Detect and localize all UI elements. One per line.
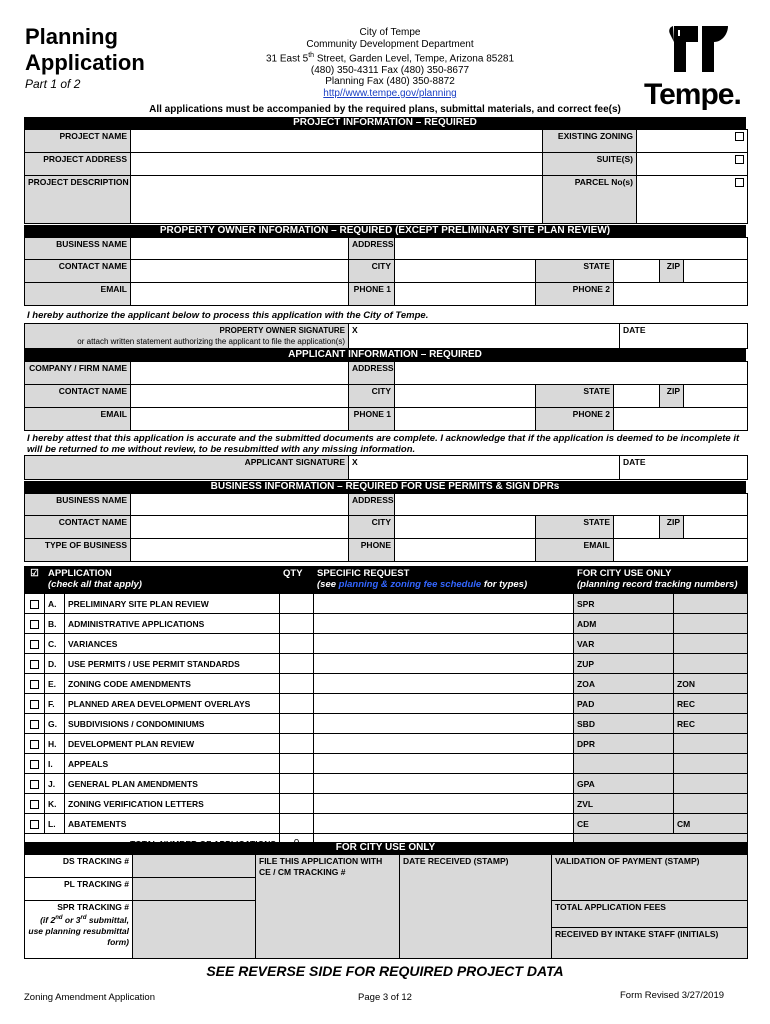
footer-form-name: Zoning Amendment Application: [24, 992, 155, 1003]
spr-tracking-label: SPR TRACKING # (if 2nd or 3rd submittal, use planning resubmittal form): [25, 901, 133, 959]
application-type: ABATEMENTS: [65, 814, 280, 834]
application-letter: A.: [45, 594, 65, 614]
application-checkbox[interactable]: [25, 594, 45, 614]
requirement-note: All applications must be accompanied by the required plans, submittal materials, and correct fee(s): [149, 104, 621, 115]
application-type: SUBDIVISIONS / CONDOMINIUMS: [65, 714, 280, 734]
form-title-line1: Planning: [25, 24, 118, 49]
application-checkbox[interactable]: [25, 814, 45, 834]
applicant-attest-statement: I hereby attest that this application is accurate and the submitted documents are complete. I acknowledge that if the application is deemed to be incomplete it will be returned to me without review, to be resubmitted with any missing information.: [27, 433, 740, 455]
tempe-logo: [640, 22, 750, 114]
business-address-field[interactable]: [395, 494, 748, 516]
application-checkbox[interactable]: [25, 674, 45, 694]
applications-header: [45, 567, 280, 594]
application-row: [25, 594, 748, 614]
application-type: APPEALS: [65, 754, 280, 774]
application-qty[interactable]: [280, 734, 314, 754]
application-type: GENERAL PLAN AMENDMENTS: [65, 774, 280, 794]
fees-cell: [552, 901, 748, 959]
owner-date-label: DATE: [623, 325, 646, 335]
application-code1: [574, 754, 674, 774]
applicant-phone1-label: PHONE 1: [349, 408, 395, 431]
applicant-signature-x: X: [352, 457, 358, 467]
city-address-block: [255, 27, 525, 99]
validation-label: VALIDATION OF PAYMENT (STAMP): [555, 856, 700, 866]
file-with-cell[interactable]: [256, 855, 400, 959]
existing-zoning-field[interactable]: [637, 130, 748, 153]
project-name-field[interactable]: [131, 130, 543, 153]
city-name: City of Tempe: [359, 27, 421, 38]
owner-phone2-label: PHONE 2: [536, 283, 614, 306]
application-type: VARIANCES: [65, 634, 280, 654]
application-checkbox[interactable]: [25, 614, 45, 634]
applicant-date-label: DATE: [623, 457, 646, 467]
application-type: USE PERMITS / USE PERMIT STANDARDS: [65, 654, 280, 674]
owner-phone1-field[interactable]: [395, 283, 536, 306]
business-name-field[interactable]: [131, 494, 349, 516]
application-row: [25, 794, 748, 814]
business-address-label: ADDRESS: [349, 494, 395, 516]
date-received-cell[interactable]: [400, 855, 552, 959]
city-use-only-table: [24, 854, 748, 959]
project-address-label: PROJECT ADDRESS: [25, 153, 131, 176]
specific-request-title: SPECIFIC REQUEST: [317, 568, 410, 579]
owner-email-field[interactable]: [131, 283, 349, 306]
application-code2: REC: [674, 714, 748, 734]
owner-zip-label: ZIP: [660, 260, 684, 283]
applicant-company-label: COMPANY / FIRM NAME: [25, 362, 131, 385]
application-checkbox[interactable]: [25, 734, 45, 754]
application-checkbox[interactable]: [25, 634, 45, 654]
city-use-only-header: FOR CITY USE ONLY: [24, 842, 747, 854]
application-request[interactable]: [314, 594, 574, 614]
applicant-info-header: APPLICANT INFORMATION – REQUIRED: [24, 349, 746, 361]
application-code1: ADM: [574, 614, 674, 634]
application-code2: [674, 594, 748, 614]
pl-tracking-field[interactable]: [133, 878, 256, 901]
file-with-line2: CE / CM TRACKING #: [259, 867, 346, 877]
suites-checkbox[interactable]: [735, 155, 744, 164]
suites-label: SUITE(S): [543, 153, 637, 176]
owner-attach-note: or attach written statement authorizing the applicant to file the application(s): [77, 337, 345, 346]
owner-contact-name-label: CONTACT NAME: [25, 260, 131, 283]
applicant-contact-name-field[interactable]: [131, 385, 349, 408]
form-title: [25, 24, 145, 76]
application-letter: D.: [45, 654, 65, 674]
application-row: [25, 714, 748, 734]
applicant-company-field[interactable]: [131, 362, 349, 385]
planning-website-link[interactable]: http//www.tempe.gov/planning: [323, 87, 457, 99]
business-info-table: [24, 493, 748, 562]
project-info-table: [24, 129, 748, 224]
business-zip-field[interactable]: [684, 516, 748, 539]
application-request[interactable]: [314, 654, 574, 674]
application-request[interactable]: [314, 614, 574, 634]
business-info-header: BUSINESS INFORMATION – REQUIRED FOR USE PERMITS & SIGN DPRs: [24, 481, 746, 493]
project-info-header: PROJECT INFORMATION – REQUIRED: [24, 117, 746, 129]
application-code2: ZON: [674, 674, 748, 694]
application-row: [25, 634, 748, 654]
owner-zip-field[interactable]: [684, 260, 748, 283]
file-with-line1: FILE THIS APPLICATION WITH: [259, 856, 383, 866]
application-qty[interactable]: [280, 814, 314, 834]
application-letter: I.: [45, 754, 65, 774]
application-type: PLANNED AREA DEVELOPMENT OVERLAYS: [65, 694, 280, 714]
application-checkbox[interactable]: [25, 694, 45, 714]
applicant-signature-table: [24, 455, 748, 480]
phone-fax: (480) 350-4311 Fax (480) 350-8677: [310, 64, 470, 76]
application-request[interactable]: [314, 794, 574, 814]
applicant-phone2-label: PHONE 2: [536, 408, 614, 431]
owner-signature-title: PROPERTY OWNER SIGNATURE: [219, 326, 345, 335]
business-contact-name-label: CONTACT NAME: [25, 516, 131, 539]
business-state-field[interactable]: [614, 516, 660, 539]
application-code1: ZVL: [574, 794, 674, 814]
application-request[interactable]: [314, 734, 574, 754]
application-letter: C.: [45, 634, 65, 654]
business-phone-label: PHONE: [349, 539, 395, 562]
owner-phone2-field[interactable]: [614, 283, 748, 306]
application-request[interactable]: [314, 754, 574, 774]
business-type-field[interactable]: [131, 539, 349, 562]
applicant-info-table: [24, 361, 748, 431]
application-letter: F.: [45, 694, 65, 714]
business-type-label: TYPE OF BUSINESS: [25, 539, 131, 562]
application-type: ZONING VERIFICATION LETTERS: [65, 794, 280, 814]
owner-email-label: EMAIL: [25, 283, 131, 306]
business-city-label: CITY: [349, 516, 395, 539]
application-code1: CE: [574, 814, 674, 834]
applicant-city-label: CITY: [349, 385, 395, 408]
owner-info-header: PROPERTY OWNER INFORMATION – REQUIRED (EXCEPT PRELIMINARY SITE PLAN REVIEW): [24, 225, 746, 237]
owner-authorize-statement: I hereby authorize the applicant below to process this application with the City of Tempe.: [27, 310, 429, 321]
application-type: DEVELOPMENT PLAN REVIEW: [65, 734, 280, 754]
owner-address-label: ADDRESS: [349, 238, 395, 260]
application-code2: CM: [674, 814, 748, 834]
owner-business-name-field[interactable]: [131, 238, 349, 260]
owner-contact-name-field[interactable]: [131, 260, 349, 283]
city-use-sub: (planning record tracking numbers): [577, 579, 738, 590]
owner-business-name-label: BUSINESS NAME: [25, 238, 131, 260]
specific-request-sub: (see planning & zoning fee schedule for types): [317, 579, 528, 590]
business-phone-field[interactable]: [395, 539, 536, 562]
applications-table: [24, 566, 748, 854]
ds-tracking-label: DS TRACKING #: [25, 855, 133, 878]
application-code2: REC: [674, 694, 748, 714]
application-code1: SBD: [574, 714, 674, 734]
form-title-line2: Application: [25, 50, 145, 75]
applicant-city-field[interactable]: [395, 385, 536, 408]
owner-phone1-label: PHONE 1: [349, 283, 395, 306]
application-type: ADMINISTRATIVE APPLICATIONS: [65, 614, 280, 634]
application-request[interactable]: [314, 714, 574, 734]
applicant-phone2-field[interactable]: [614, 408, 748, 431]
application-checkbox[interactable]: [25, 774, 45, 794]
application-code2: [674, 634, 748, 654]
application-row: [25, 734, 748, 754]
applicant-contact-name-label: CONTACT NAME: [25, 385, 131, 408]
owner-signature-label: [25, 324, 349, 349]
application-qty[interactable]: [280, 754, 314, 774]
application-code2: [674, 774, 748, 794]
qty-header: QTY: [280, 567, 314, 594]
business-contact-name-field[interactable]: [131, 516, 349, 539]
applicant-email-field[interactable]: [131, 408, 349, 431]
business-city-field[interactable]: [395, 516, 536, 539]
business-email-field[interactable]: [614, 539, 748, 562]
application-type: PRELIMINARY SITE PLAN REVIEW: [65, 594, 280, 614]
application-code1: SPR: [574, 594, 674, 614]
application-code1: VAR: [574, 634, 674, 654]
application-qty[interactable]: [280, 794, 314, 814]
existing-zoning-checkbox[interactable]: [735, 132, 744, 141]
parcel-field[interactable]: [637, 176, 748, 224]
application-code1: PAD: [574, 694, 674, 714]
application-code1: DPR: [574, 734, 674, 754]
fee-schedule-link[interactable]: planning & zoning fee schedule: [338, 579, 482, 590]
total-fees-field[interactable]: TOTAL APPLICATION FEES: [552, 901, 747, 928]
application-row: [25, 614, 748, 634]
application-code1: ZOA: [574, 674, 674, 694]
application-letter: J.: [45, 774, 65, 794]
applications-check-header: ☑: [25, 567, 45, 594]
applicant-address-field[interactable]: [395, 362, 748, 385]
application-row: [25, 814, 748, 834]
application-qty[interactable]: [280, 614, 314, 634]
application-request[interactable]: [314, 694, 574, 714]
existing-zoning-label: EXISTING ZONING: [543, 130, 637, 153]
application-qty[interactable]: [280, 714, 314, 734]
applicant-phone1-field[interactable]: [395, 408, 536, 431]
owner-address-field[interactable]: [395, 238, 748, 260]
footer-revision: Form Revised 3/27/2019: [620, 990, 725, 1001]
ds-tracking-field[interactable]: [133, 855, 256, 878]
applications-header-sub: (check all that apply): [48, 579, 142, 590]
project-description-label: PROJECT DESCRIPTION: [25, 176, 131, 224]
applicant-date-field[interactable]: [620, 456, 748, 480]
business-email-label: EMAIL: [536, 539, 614, 562]
application-code2: [674, 654, 748, 674]
application-request[interactable]: [314, 674, 574, 694]
application-qty[interactable]: [280, 594, 314, 614]
application-code2: [674, 734, 748, 754]
department-name: Community Development Department: [306, 38, 474, 50]
owner-date-field[interactable]: [620, 324, 748, 349]
application-letter: E.: [45, 674, 65, 694]
application-row: [25, 694, 748, 714]
application-letter: K.: [45, 794, 65, 814]
application-row: [25, 754, 748, 774]
application-request[interactable]: [314, 814, 574, 834]
application-rows: [25, 594, 748, 834]
applicant-zip-label: ZIP: [660, 385, 684, 408]
owner-signature-table: [24, 323, 748, 349]
owner-state-field[interactable]: [614, 260, 660, 283]
suites-field[interactable]: [637, 153, 748, 176]
application-letter: L.: [45, 814, 65, 834]
applicant-signature-label: APPLICANT SIGNATURE: [25, 456, 349, 480]
street-address: 31 East 5th Street, Garden Level, Tempe, Arizona 85281: [265, 52, 515, 65]
owner-signature-field[interactable]: [349, 324, 620, 349]
validation-cell[interactable]: [552, 855, 748, 901]
owner-city-label: CITY: [349, 260, 395, 283]
owner-signature-x: X: [352, 325, 358, 335]
footer-page-number: Page 3 of 12: [358, 992, 412, 1003]
specific-request-header: [314, 567, 574, 594]
application-qty[interactable]: [280, 634, 314, 654]
application-qty[interactable]: [280, 774, 314, 794]
parcel-label: PARCEL No(s): [543, 176, 637, 224]
application-code1: ZUP: [574, 654, 674, 674]
city-use-header: [574, 567, 748, 594]
applications-header-title: APPLICATION: [48, 568, 112, 579]
application-checkbox[interactable]: [25, 754, 45, 774]
applicant-signature-field[interactable]: [349, 456, 620, 480]
application-request[interactable]: [314, 774, 574, 794]
application-letter: B.: [45, 614, 65, 634]
project-name-label: PROJECT NAME: [25, 130, 131, 153]
application-row: [25, 654, 748, 674]
applicant-address-label: ADDRESS: [349, 362, 395, 385]
application-checkbox[interactable]: [25, 714, 45, 734]
project-address-field[interactable]: [131, 153, 543, 176]
application-row: [25, 774, 748, 794]
applicant-state-label: STATE: [536, 385, 614, 408]
received-by-field[interactable]: RECEIVED BY INTAKE STAFF (INITIALS): [555, 929, 719, 939]
pl-tracking-label: PL TRACKING #: [25, 878, 133, 901]
application-type: ZONING CODE AMENDMENTS: [65, 674, 280, 694]
applicant-state-field[interactable]: [614, 385, 660, 408]
applicant-zip-field[interactable]: [684, 385, 748, 408]
application-code2: [674, 754, 748, 774]
application-code2: [674, 794, 748, 814]
reverse-side-note: SEE REVERSE SIDE FOR REQUIRED PROJECT DATA: [206, 963, 564, 979]
application-checkbox[interactable]: [25, 794, 45, 814]
owner-info-table: [24, 237, 748, 306]
owner-state-label: STATE: [536, 260, 614, 283]
project-description-field[interactable]: [131, 176, 543, 224]
parcel-checkbox[interactable]: [735, 178, 744, 187]
application-row: [25, 674, 748, 694]
application-letter: H.: [45, 734, 65, 754]
application-code1: GPA: [574, 774, 674, 794]
planning-fax: Planning Fax (480) 350-8872: [325, 76, 455, 88]
owner-city-field[interactable]: [395, 260, 536, 283]
part-label: Part 1 of 2: [25, 77, 81, 91]
spr-tracking-field[interactable]: [133, 901, 256, 959]
business-zip-label: ZIP: [660, 516, 684, 539]
application-qty[interactable]: [280, 654, 314, 674]
application-request[interactable]: [314, 634, 574, 654]
business-state-label: STATE: [536, 516, 614, 539]
application-checkbox[interactable]: [25, 654, 45, 674]
application-code2: [674, 614, 748, 634]
application-qty[interactable]: [280, 674, 314, 694]
city-use-title: FOR CITY USE ONLY: [577, 568, 672, 579]
tempe-wordmark: Tempe.: [644, 78, 741, 111]
application-letter: G.: [45, 714, 65, 734]
application-qty[interactable]: [280, 694, 314, 714]
business-name-label: BUSINESS NAME: [25, 494, 131, 516]
applicant-email-label: EMAIL: [25, 408, 131, 431]
date-received-label: DATE RECEIVED (STAMP): [403, 856, 509, 866]
